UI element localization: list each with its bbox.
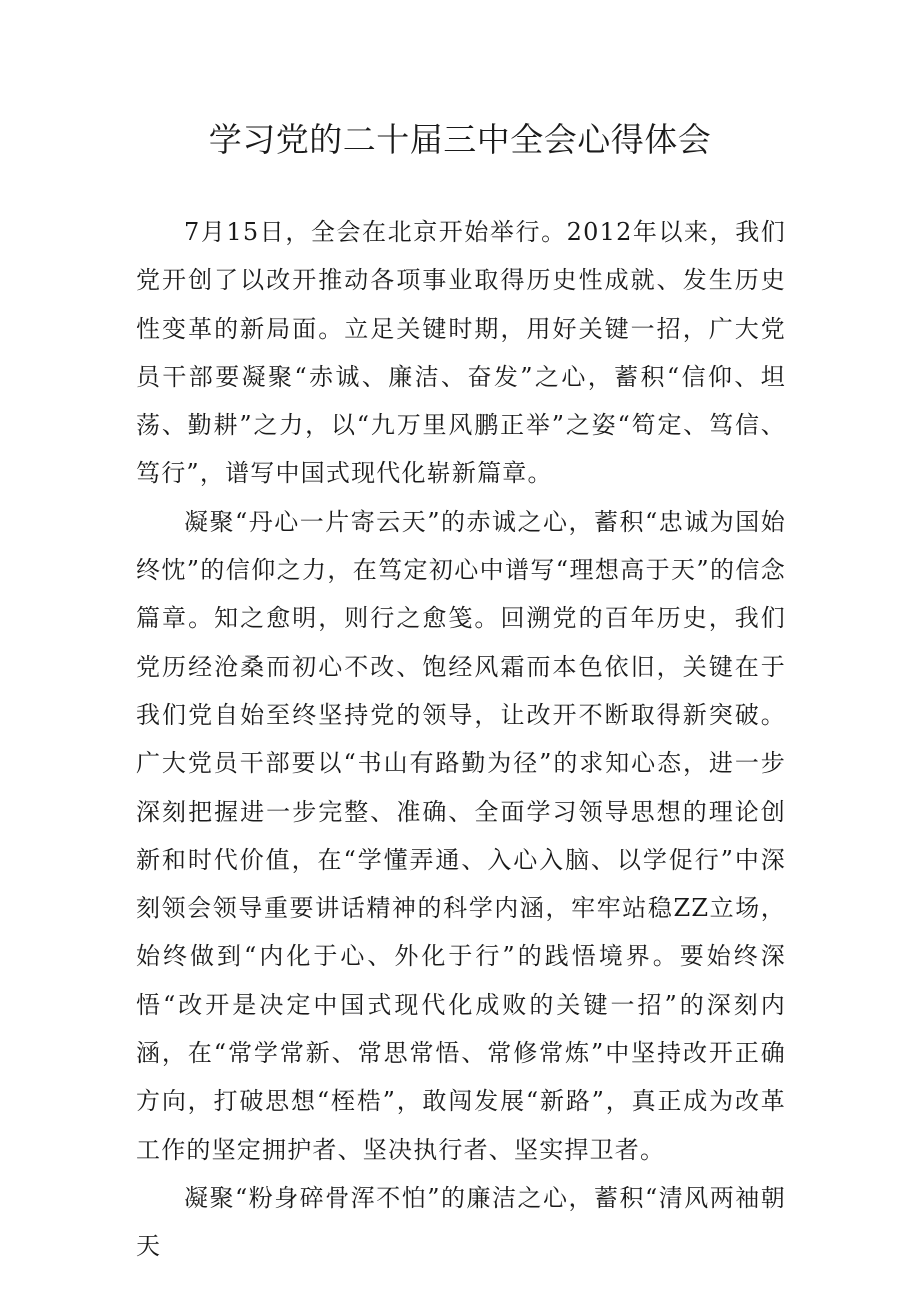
paragraph-3: 凝聚“粉身碎骨浑不怕”的廉洁之心，蓄积“清风两袖朝天: [136, 1183, 786, 1261]
paragraph-2: 凝聚“丹心一片寄云天”的赤诚之心，蓄积“忠诚为国始终忱”的信仰之力，在笃定初心中谱写“理想高于天”的信念篇章。知之愈明，则行之愈笺。回溯党的百年历史，我们党历经沧桑而初心不改、饱经风霜而本色依旧，关键在于我们党自始至终坚持党的领导，让改开不断取得新突破。广大党员干部要以“书山有路勤为径”的求知心态，进一步深刻把握进一步完整、准确、全面学习领导思想的理论创新和时代价值，在“学懂弄通、入心入脑、以学促行”中深刻领会领导重要讲话精神的科学内涵，牢牢站稳ZZ立场，始终做到“内化于心、外化于行”的践悟境界。要始终深悟“改开是决定中国式现代化成败的关键一招”的深刻内涵，在“常学常新、常思常悟、常修常炼”中坚持改开正确方向，打破思想“桎梏”，敢闯发展“新路”，真正成为改革工作的坚定拥护者、坚决执行者、坚实捍卫者。: [136, 507, 786, 1164]
paragraph-1: 7月15日，全会在北京开始举行。2012年以来，我们党开创了以改开推动各项事业取得历史性成就、发生历史性变革的新局面。立足关键时期，用好关键一招，广大党员干部要凝聚“赤诚、廉洁、奋发”之心，蓄积“信仰、坦荡、勤耕”之力，以“九万里风鹏正举”之姿“笱定、笃信、笃行”，谱写中国式现代化崭新篇章。: [136, 218, 786, 488]
document-title: 学习党的二十届三中全会心得体会: [208, 120, 712, 159]
document-body: [136, 208, 786, 1271]
